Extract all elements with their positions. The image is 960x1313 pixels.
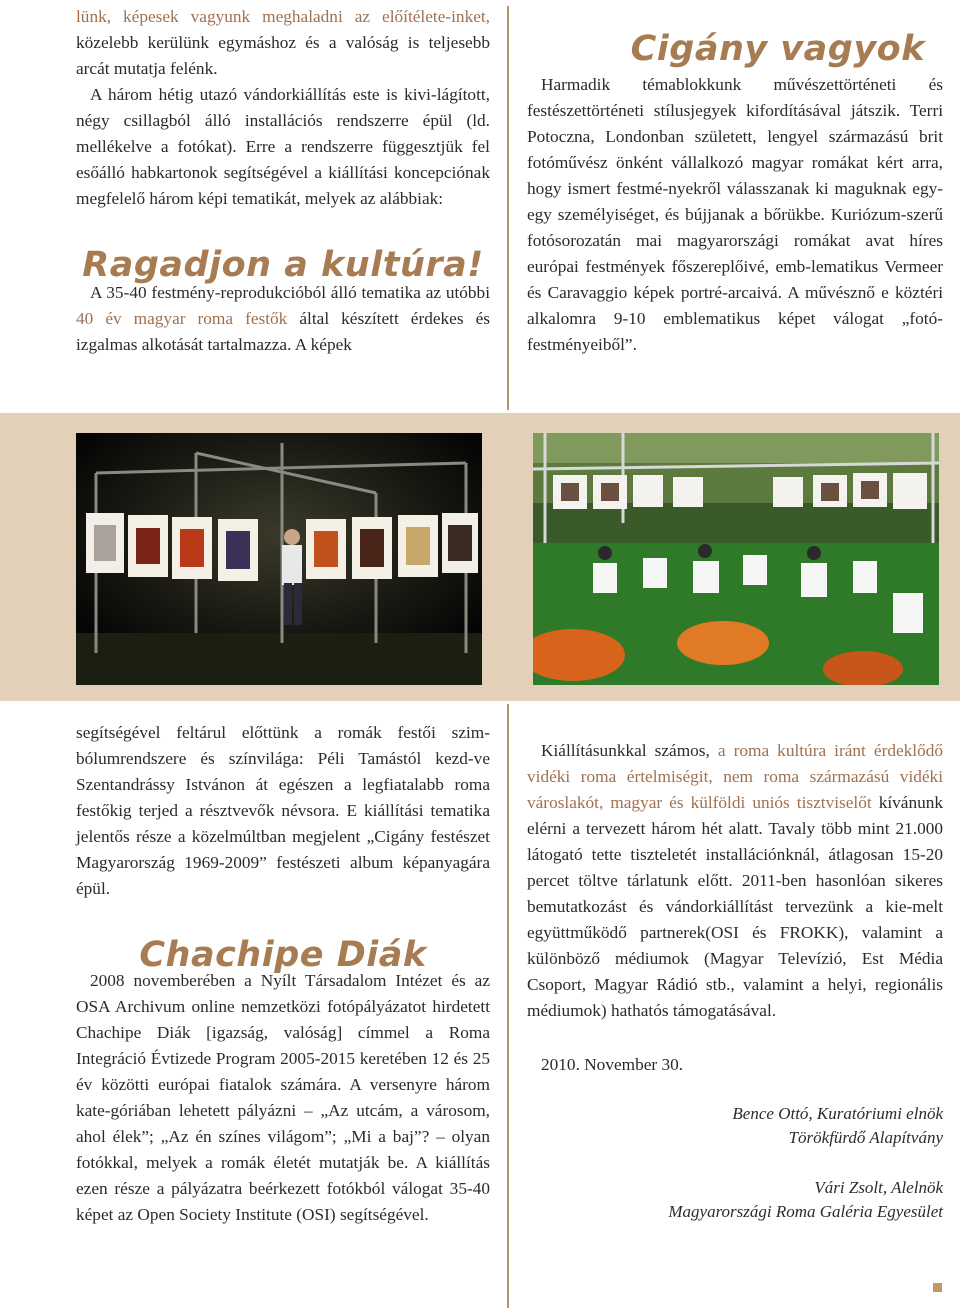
column-divider — [507, 6, 509, 410]
body-text: kívánunk elérni a tervezett három hét alatt. Tavaly több mint 21.000 látogató tette tiszteletét installációnknál, átlagosan 15-20 percet töltve tárlatunk előtt. 2011-ben hasonlóan sikeres bemutatkozást és vándorkiállítást tervezünk a kie-melt együttműködő partnerek(OSI és FROKK), valamint a különböző médiumok (Magyar Televízió, Est Média Csoport, Magyar Rádió stb., valamint a helyi, regionális médiumok) hathatós támogatásával. — [527, 793, 944, 1020]
column-top-right — [527, 28, 943, 358]
paragraph: Harmadik témablokkunk művészettörténeti és festészettörténeti stílusjegyek kifordításával játszik. Terri Potoczna, Londonban született, lengyel származású brit fotóművész önként vállalkozó magyar romákat kért arra, hogy ismert festmé-nyekről válasszanak ki maguknak egy-egy személyiséget, és bújjanak a bőrükbe. Kuriózum-szerű fotósorozatán mai magyarországi romákat avat híres európai festmények főszereplőivé, emb-lematikus Vermeer és Caravaggio képek portré-arcaivá. A művésznő e köztéri alkalomra 9-10 emblematikus képet válogat „fotó-festményeiből”. — [527, 75, 943, 354]
section-heading: Cigány vagyok — [630, 29, 925, 69]
paragraph — [76, 280, 490, 358]
photo-night-exhibition — [76, 433, 482, 685]
signatory-name: Bence Ottó, Kuratóriumi elnök — [732, 1104, 943, 1123]
end-of-article-mark — [933, 1283, 942, 1292]
paragraph — [527, 738, 943, 1024]
signatory-name: Vári Zsolt, Alelnök — [814, 1178, 943, 1197]
exhibition-night-image — [76, 433, 482, 685]
column-bottom-right — [527, 738, 943, 1224]
signature-block-1 — [527, 1102, 943, 1150]
column-divider — [507, 704, 509, 1308]
highlight-text: a roma kultúra iránt érdeklődő vidéki roma értelmiségit, nem roma származású vidéki városlakót, magyar és külföldi uniós tisztviselőt — [527, 741, 943, 812]
signatory-organization: Törökfürdő Alapítvány — [788, 1128, 943, 1147]
body-text: által készített érdekes és izgalmas alkotását tartalmazza. A képek — [76, 309, 490, 354]
photo-audience-lawn — [533, 433, 939, 685]
highlight-text: inket, — [451, 7, 490, 26]
highlight-text: lünk, képesek vagyunk meghaladni az előítélete- — [76, 7, 452, 26]
body-text: közelebb kerülünk egymáshoz és a valóság is teljesebb arcát mutatja felénk. — [76, 33, 490, 78]
date-line: 2010. November 30. — [541, 1055, 684, 1074]
paragraph: segítségével feltárul előttünk a romák festői szim-bólumrendszere és színvilága: Péli Tamástól kezd-ve Szentandrássy Istvánon át egészen a legfiatalabb roma festőkig terjed a résztvevők névsora. E kiállítási tematika jelentős része a közelmúltban megjelent „Cigány festészet Magyarország 1969-2009” festészeti album képanyagára épül. — [76, 723, 490, 898]
column-top-left — [76, 4, 490, 358]
signatory-organization: Magyarországi Roma Galéria Egyesület — [668, 1202, 943, 1221]
highlight-text: 40 év magyar roma festők — [76, 309, 288, 328]
paragraph: A három hétig utazó vándorkiállítás este is kivi-lágított, négy csillagból álló installációs rendszerre épül (ld. mellékelve a fotókat). Erre a rendszerre függesztjük fel esőálló habkartonok segítségével a kiállítási koncepciónak megfelelő három képi tematikát, melyek az alábbiak: — [76, 85, 490, 208]
paragraph — [76, 4, 490, 82]
signature-block-2 — [527, 1176, 943, 1224]
paragraph: 2008 novemberében a Nyílt Társadalom Intézet és az OSA Archivum online nemzetközi fotópályázatot hirdetett Chachipe Diák [igazság, valóság] címmel a Roma Integráció Évtizede Program 2005-2015 keretében 12 és 25 év közötti európai fiatalok számára. A versenyre három kate-góriában lehetett pályázni – „Az utcám, a városom, ahol élek”; „Az én színes világom”; „Mi a baj”? – olyan fotókkal, melyek a romák életét mutatják be. A kiállítás ezen része a pályázatra beérkezett fotókból válogat 35-40 képet az Open Society Institute (OSI) segítségével. — [76, 971, 490, 1224]
body-text: A 35-40 festmény-reprodukcióból álló tematika az utóbbi — [90, 283, 490, 302]
column-bottom-left — [76, 720, 490, 1228]
audience-lawn-image — [533, 433, 939, 685]
section-heading: Chachipe Diák — [139, 935, 427, 975]
section-heading: Ragadjon a kultúra! — [82, 245, 484, 285]
body-text: Kiállításunkkal számos, — [541, 741, 718, 760]
